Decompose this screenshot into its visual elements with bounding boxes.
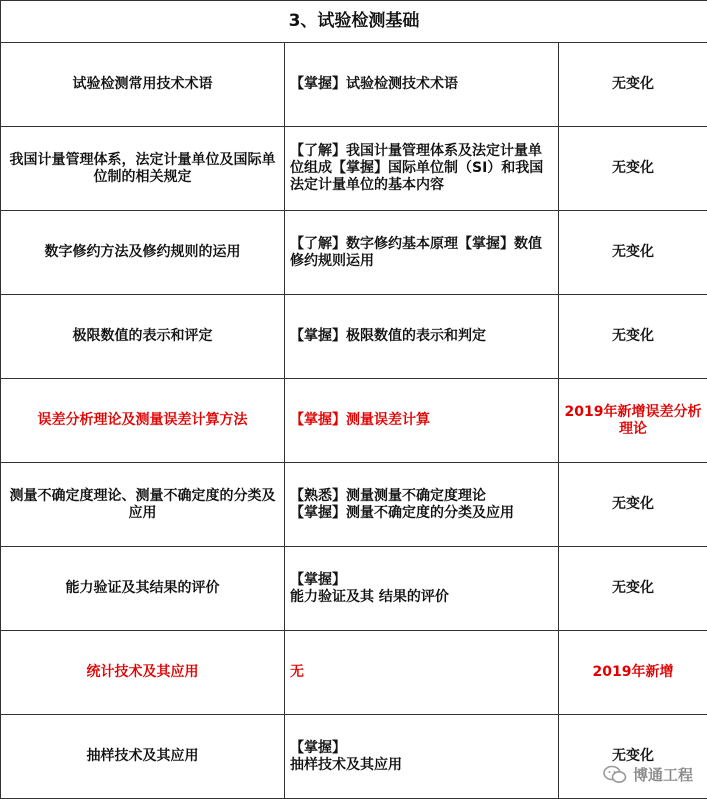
topic-cell: 极限数值的表示和评定: [1, 295, 285, 379]
table-row: [1, 43, 707, 127]
table-row: [1, 715, 707, 799]
requirement-cell: [285, 715, 559, 799]
requirement-cell: [285, 295, 559, 379]
table-row: [1, 295, 707, 379]
requirement-line: 【掌握】试验检测技术术语: [290, 76, 458, 92]
requirement-line: 【掌握】极限数值的表示和判定: [290, 328, 486, 344]
requirement-line: 【掌握】测量不确定度的分类及应用: [290, 504, 514, 521]
requirement-cell: [285, 127, 559, 211]
topic-cell: 误差分析理论及测量误差计算方法: [1, 379, 285, 463]
topic-cell: 试验检测常用技术术语: [1, 43, 285, 127]
requirement-cell: [285, 463, 559, 547]
requirement-line: 【掌握】: [290, 571, 346, 588]
table-row: [1, 631, 707, 715]
requirement-line: 【了解】数字修约基本原理【掌握】数值修约规则运用: [290, 235, 542, 269]
topic-cell: 数字修约方法及修约规则的运用: [1, 211, 285, 295]
watermark: [603, 764, 693, 785]
table-header-row: [1, 1, 707, 43]
change-cell: 无变化: [559, 127, 707, 211]
requirement-cell: [285, 211, 559, 295]
requirement-line: 无: [290, 664, 304, 680]
wechat-bubble-icon: [603, 765, 627, 785]
topic-cell: 抽样技术及其应用: [1, 715, 285, 799]
requirement-line: 【熟悉】测量测量不确定度理论: [290, 487, 486, 504]
requirement-cell: [285, 43, 559, 127]
change-cell: 无变化: [559, 295, 707, 379]
section-title: 3、试验检测基础: [1, 1, 707, 43]
topic-cell: 测量不确定度理论、测量不确定度的分类及应用: [1, 463, 285, 547]
table-row: [1, 463, 707, 547]
topic-cell: 能力验证及其结果的评价: [1, 547, 285, 631]
requirement-line: 能力验证及其 结果的评价: [290, 588, 449, 605]
requirement-line: 【掌握】测量误差计算: [290, 412, 430, 428]
change-cell: 2019年新增: [559, 631, 707, 715]
requirement-line: 【了解】我国计量管理体系及法定计量单位组成【掌握】国际单位制（SI）和我国法定计量单位的基本内容: [290, 143, 544, 193]
table-row: [1, 211, 707, 295]
change-cell: 2019年新增误差分析理论: [559, 379, 707, 463]
watermark-text: 博通工程: [632, 766, 693, 784]
requirement-cell: [285, 547, 559, 631]
change-cell: 无变化: [559, 43, 707, 127]
change-cell: 无变化: [559, 715, 707, 799]
requirement-cell: [285, 379, 559, 463]
topic-cell: 统计技术及其应用: [1, 631, 285, 715]
table-row: [1, 379, 707, 463]
topic-cell: 我国计量管理体系，法定计量单位及国际单位制的相关规定: [1, 127, 285, 211]
change-cell: 无变化: [559, 211, 707, 295]
change-cell: 无变化: [559, 547, 707, 631]
requirement-cell: [285, 631, 559, 715]
requirement-line: 【掌握】: [290, 739, 346, 756]
requirement-line: 抽样技术及其应用: [290, 756, 402, 773]
table-row: [1, 127, 707, 211]
change-cell: 无变化: [559, 463, 707, 547]
table-row: [1, 547, 707, 631]
